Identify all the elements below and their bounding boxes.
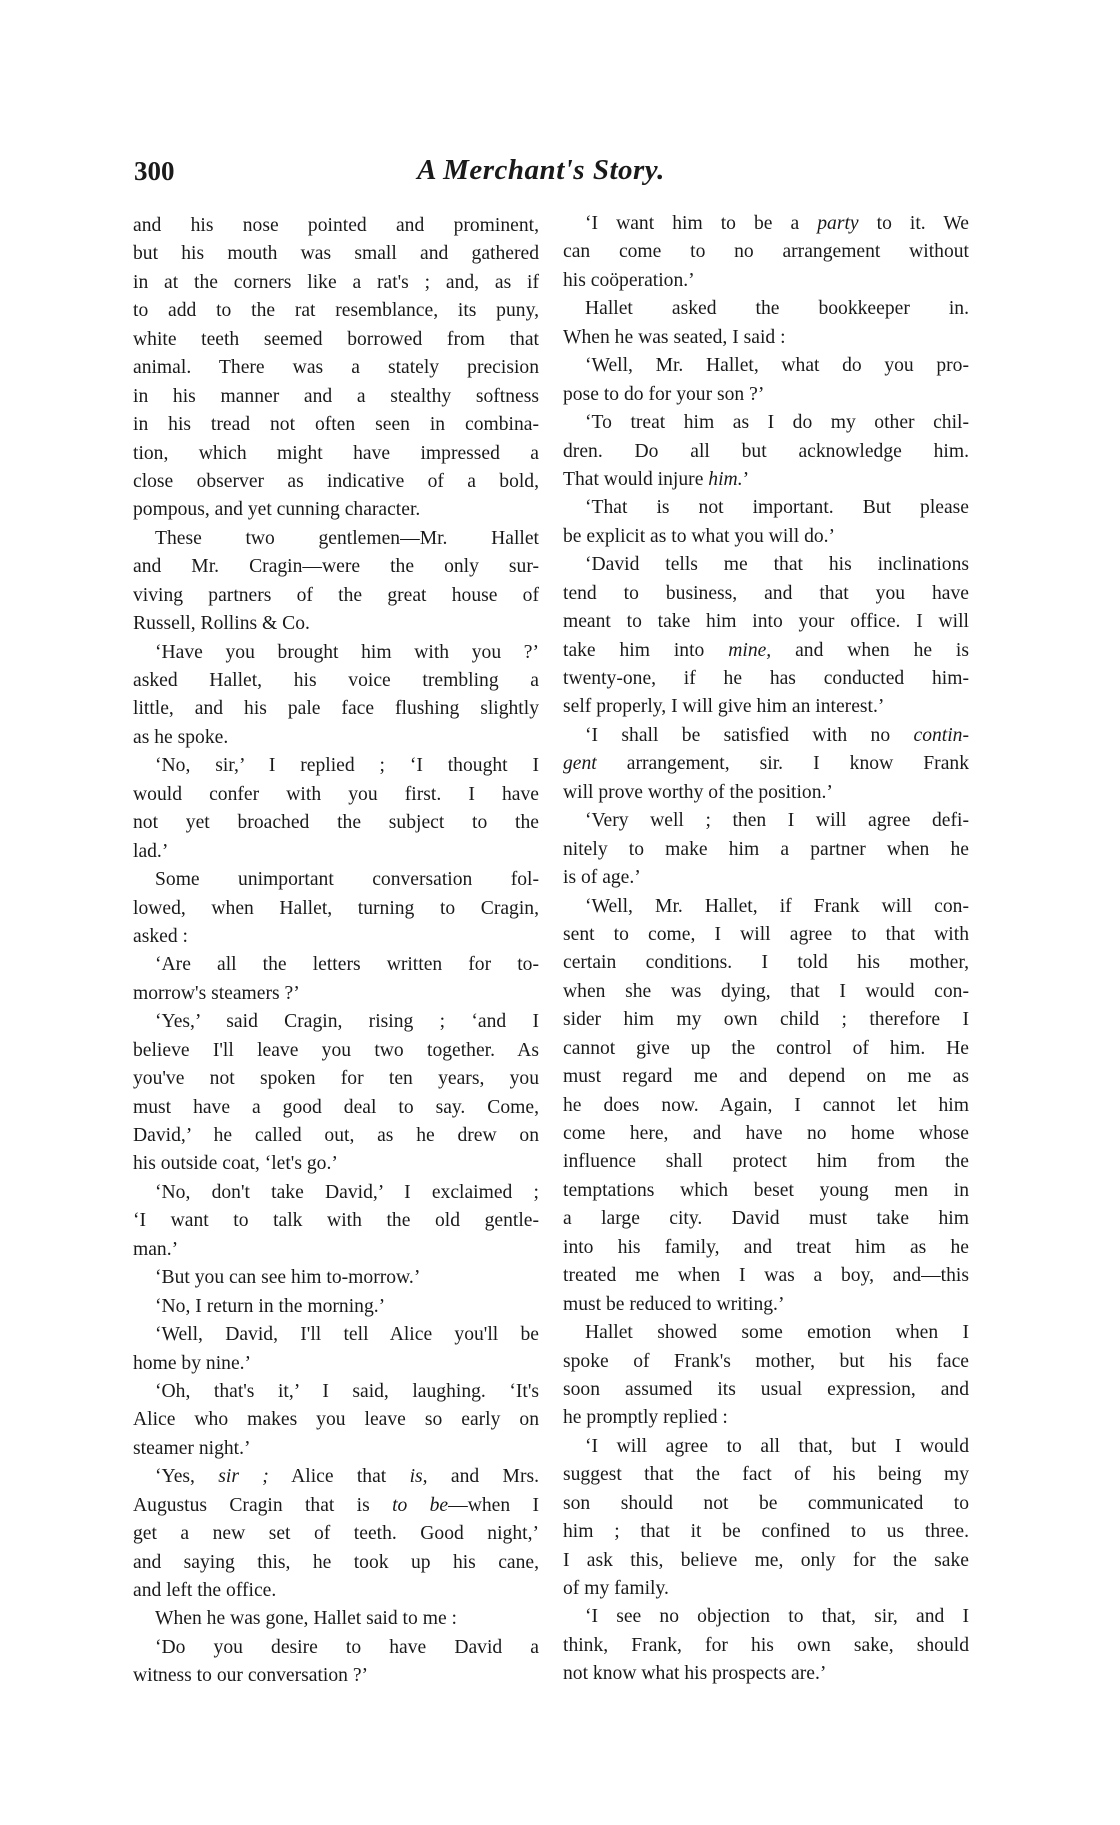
italic-text: to be <box>392 1494 449 1516</box>
running-title: A Merchant's Story. <box>417 154 665 186</box>
text-line: These two gentlemen—Mr. Hallet <box>155 527 539 549</box>
text-line: pose to do for your son ?’ <box>563 383 765 405</box>
text-segment: to it. We <box>858 213 969 234</box>
text-line: ‘No, sir,’ I replied ; ‘I thought I <box>155 755 539 777</box>
paragraph <box>563 295 969 352</box>
text-line: home by nine.’ <box>133 1352 252 1374</box>
text-line: and saying this, he took up his cane, <box>133 1551 539 1573</box>
text-line: lad.’ <box>133 840 169 862</box>
text-line: I ask this, believe me, only for the sake <box>563 1549 969 1571</box>
text-line: must be reduced to writing.’ <box>563 1293 785 1315</box>
text-line: Hallet showed some emotion when I <box>585 1322 969 1344</box>
text-line: ‘David tells me that his inclinations <box>585 554 969 576</box>
text-segment: take him into <box>563 639 729 661</box>
text-line: sider him my own child ; therefore I <box>563 1009 969 1031</box>
text-segment: and Mrs. <box>427 1466 539 1488</box>
italic-text: is, <box>409 1466 428 1488</box>
text-line: ‘Oh, that's it,’ I said, laughing. ‘It's <box>155 1380 539 1402</box>
text-line: Hallet asked the bookkeeper in. <box>585 298 969 320</box>
text-line: twenty-one, if he has conducted him- <box>563 668 969 689</box>
text-line: ‘That is not important. But please <box>585 497 969 519</box>
text-line <box>133 1492 539 1520</box>
text-line: certain conditions. I told his mother, <box>563 952 969 974</box>
paragraph <box>133 1293 539 1321</box>
text-segment: Augustus Cragin that is <box>133 1494 393 1516</box>
paragraph <box>133 1634 539 1691</box>
paragraph <box>133 639 539 753</box>
paragraph <box>133 1321 539 1378</box>
text-line: animal. There was a stately precision <box>133 357 539 379</box>
text-line: When he was gone, Hallet said to me : <box>155 1608 457 1630</box>
paragraph <box>563 722 969 807</box>
text-line: come here, and have no home whose <box>563 1123 969 1144</box>
text-line: ‘Well, Mr. Hallet, if Frank will con- <box>585 895 969 917</box>
text-line: ‘I will agree to all that, but I would <box>585 1435 969 1457</box>
text-line: he promptly replied : <box>563 1407 728 1429</box>
text-line: asked Hallet, his voice trembling a <box>133 670 539 691</box>
text-line <box>133 1463 539 1491</box>
text-line: ‘But you can see him to-morrow.’ <box>155 1267 421 1289</box>
text-line: soon assumed its usual expression, and <box>563 1378 969 1400</box>
paragraph <box>563 409 969 494</box>
text-line: spoke of Frank's mother, but his face <box>563 1350 969 1372</box>
text-line: morrow's steamers ?’ <box>133 982 300 1004</box>
text-segment: That would injure <box>563 468 709 490</box>
text-line: Alice who makes you leave so early on <box>133 1409 539 1431</box>
paragraph <box>133 1463 539 1605</box>
text-line: into his family, and treat him as he <box>563 1236 969 1258</box>
text-line: white teeth seemed borrowed from that <box>133 328 539 350</box>
paragraph <box>563 1433 969 1604</box>
text-segment: ‘I want him to be a <box>585 213 818 234</box>
text-line <box>563 750 969 778</box>
text-line: will prove worthy of the position.’ <box>563 781 833 803</box>
text-line: as he spoke. <box>133 726 229 748</box>
paragraph <box>133 951 539 1008</box>
text-line: but his mouth was small and gathered <box>133 243 539 265</box>
text-line: must have a good deal to say. Come, <box>133 1096 539 1118</box>
italic-text: party <box>817 213 859 234</box>
paragraph <box>133 525 539 639</box>
text-line: meant to take him into your office. I will <box>563 611 969 633</box>
text-line: sent to come, I will agree to that with <box>563 923 969 945</box>
paragraph <box>133 752 539 866</box>
italic-text: him. <box>708 468 743 490</box>
text-line: must regard me and depend on me as <box>563 1066 969 1088</box>
page-number: 300 <box>134 156 175 186</box>
text-line: you've not spoken for ten years, you <box>133 1068 539 1090</box>
text-line: David,’ he called out, as he drew on <box>133 1125 539 1146</box>
text-line: can come to no arrangement without <box>563 241 969 263</box>
italic-text: gent <box>563 753 597 775</box>
text-line: temptations which beset young men in <box>563 1179 969 1201</box>
text-line: a large city. David must take him <box>563 1208 969 1230</box>
text-segment: arrangement, sir. I know Frank <box>596 753 969 775</box>
text-line: treated me when I was a boy, and—this <box>563 1265 969 1287</box>
text-line: ‘No, I return in the morning.’ <box>155 1295 386 1317</box>
italic-text: contin- <box>913 724 969 746</box>
text-line: get a new set of teeth. Good night,’ <box>133 1523 539 1545</box>
text-line: pompous, and yet cunning character. <box>133 499 421 521</box>
text-line: ‘Well, Mr. Hallet, what do you pro- <box>585 355 969 377</box>
text-line: in his tread not often seen in combina- <box>133 414 539 436</box>
text-line: ‘Well, David, I'll tell Alice you'll be <box>155 1324 539 1346</box>
right-column <box>563 210 969 1689</box>
text-line: close observer as indicative of a bold, <box>133 470 539 492</box>
paragraph <box>133 866 539 951</box>
text-line: would confer with you first. I have <box>133 783 539 805</box>
text-line <box>563 466 969 494</box>
text-line: think, Frank, for his own sake, should <box>563 1634 969 1656</box>
text-line: when she was dying, that I would con- <box>563 980 969 1002</box>
text-line: of my family. <box>563 1578 669 1599</box>
text-line: in at the corners like a rat's ; and, as if <box>133 271 539 293</box>
paragraph <box>563 1603 969 1688</box>
text-line: his coöperation.’ <box>563 269 695 291</box>
text-segment: ‘I shall be satisfied with no <box>585 724 914 746</box>
text-line: in his manner and a stealthy softness <box>133 385 539 407</box>
text-line: self properly, I will give him an interest.’ <box>563 696 885 718</box>
text-line: ‘Have you brought him with you ?’ <box>155 641 539 663</box>
italic-text: mine, <box>728 639 772 661</box>
paragraph <box>133 1264 539 1292</box>
text-line <box>563 722 969 750</box>
paragraph <box>133 1378 539 1463</box>
paragraph <box>563 352 969 409</box>
paragraph <box>563 494 969 551</box>
text-line: When he was seated, I said : <box>563 326 786 348</box>
text-line: is of age.’ <box>563 867 641 889</box>
text-line: be explicit as to what you will do.’ <box>563 525 836 547</box>
paragraph <box>563 551 969 722</box>
text-segment: Alice that <box>268 1466 410 1488</box>
italic-text: sir ; <box>218 1466 269 1488</box>
text-line: viving partners of the great house of <box>133 584 539 606</box>
text-line: tion, which might have impressed a <box>133 442 539 464</box>
text-line: not know what his prospects are.’ <box>563 1663 827 1685</box>
text-segment: —when I <box>448 1494 539 1516</box>
text-segment: and when he is <box>771 639 969 661</box>
text-line: ‘No, don't take David,’ I exclaimed ; <box>155 1181 539 1203</box>
text-line: asked : <box>133 925 188 947</box>
text-line <box>563 637 969 665</box>
text-segment: ’ <box>742 468 750 490</box>
text-line: ‘Very well ; then I will agree defi- <box>585 810 969 832</box>
text-line <box>563 210 969 238</box>
text-line: to add to the rat resemblance, its puny, <box>133 300 539 322</box>
text-line: Russell, Rollins & Co. <box>133 613 310 635</box>
text-line: Some unimportant conversation fol- <box>155 869 539 891</box>
text-line: believe I'll leave you two together. As <box>133 1039 539 1061</box>
paragraph <box>133 1179 539 1264</box>
text-line: nitely to make him a partner when he <box>563 838 969 860</box>
text-line: dren. Do all but acknowledge him. <box>563 440 969 462</box>
text-line: tend to business, and that you have <box>563 582 969 604</box>
text-line: and left the office. <box>133 1580 277 1601</box>
text-line: little, and his pale face flushing slightly <box>133 698 539 720</box>
text-line: his outside coat, ‘let's go.’ <box>133 1153 338 1175</box>
text-line: ‘I see no objection to that, sir, and I <box>585 1606 969 1628</box>
paragraph <box>563 210 969 295</box>
paragraph <box>563 893 969 1320</box>
text-line: witness to our conversation ?’ <box>133 1665 369 1687</box>
paragraph <box>133 1008 539 1179</box>
left-column <box>133 212 539 1691</box>
text-line: not yet broached the subject to the <box>133 812 539 834</box>
text-line: son should not be communicated to <box>563 1492 969 1514</box>
text-line: cannot give up the control of him. He <box>563 1037 969 1059</box>
text-line: influence shall protect him from the <box>563 1151 969 1173</box>
paragraph <box>563 1319 969 1433</box>
text-line: man.’ <box>133 1238 179 1260</box>
text-line: ‘Do you desire to have David a <box>155 1636 539 1658</box>
paragraph <box>133 212 539 525</box>
text-line: and his nose pointed and prominent, <box>133 215 539 236</box>
paragraph <box>133 1605 539 1633</box>
text-line: and Mr. Cragin—were the only sur- <box>133 556 539 578</box>
text-line: ‘Are all the letters written for to- <box>155 954 539 976</box>
text-line: ‘I want to talk with the old gentle- <box>133 1210 539 1232</box>
text-line: him ; that it be confined to us three. <box>563 1521 969 1543</box>
text-segment: ‘Yes, <box>155 1466 219 1488</box>
text-line: suggest that the fact of his being my <box>563 1464 969 1486</box>
text-line: steamer night.’ <box>133 1437 251 1459</box>
text-line: he does now. Again, I cannot let him <box>563 1094 969 1116</box>
paragraph <box>563 807 969 892</box>
text-line: lowed, when Hallet, turning to Cragin, <box>133 897 539 919</box>
text-line: ‘To treat him as I do my other chil- <box>585 412 969 434</box>
text-line: ‘Yes,’ said Cragin, rising ; ‘and I <box>155 1011 539 1033</box>
